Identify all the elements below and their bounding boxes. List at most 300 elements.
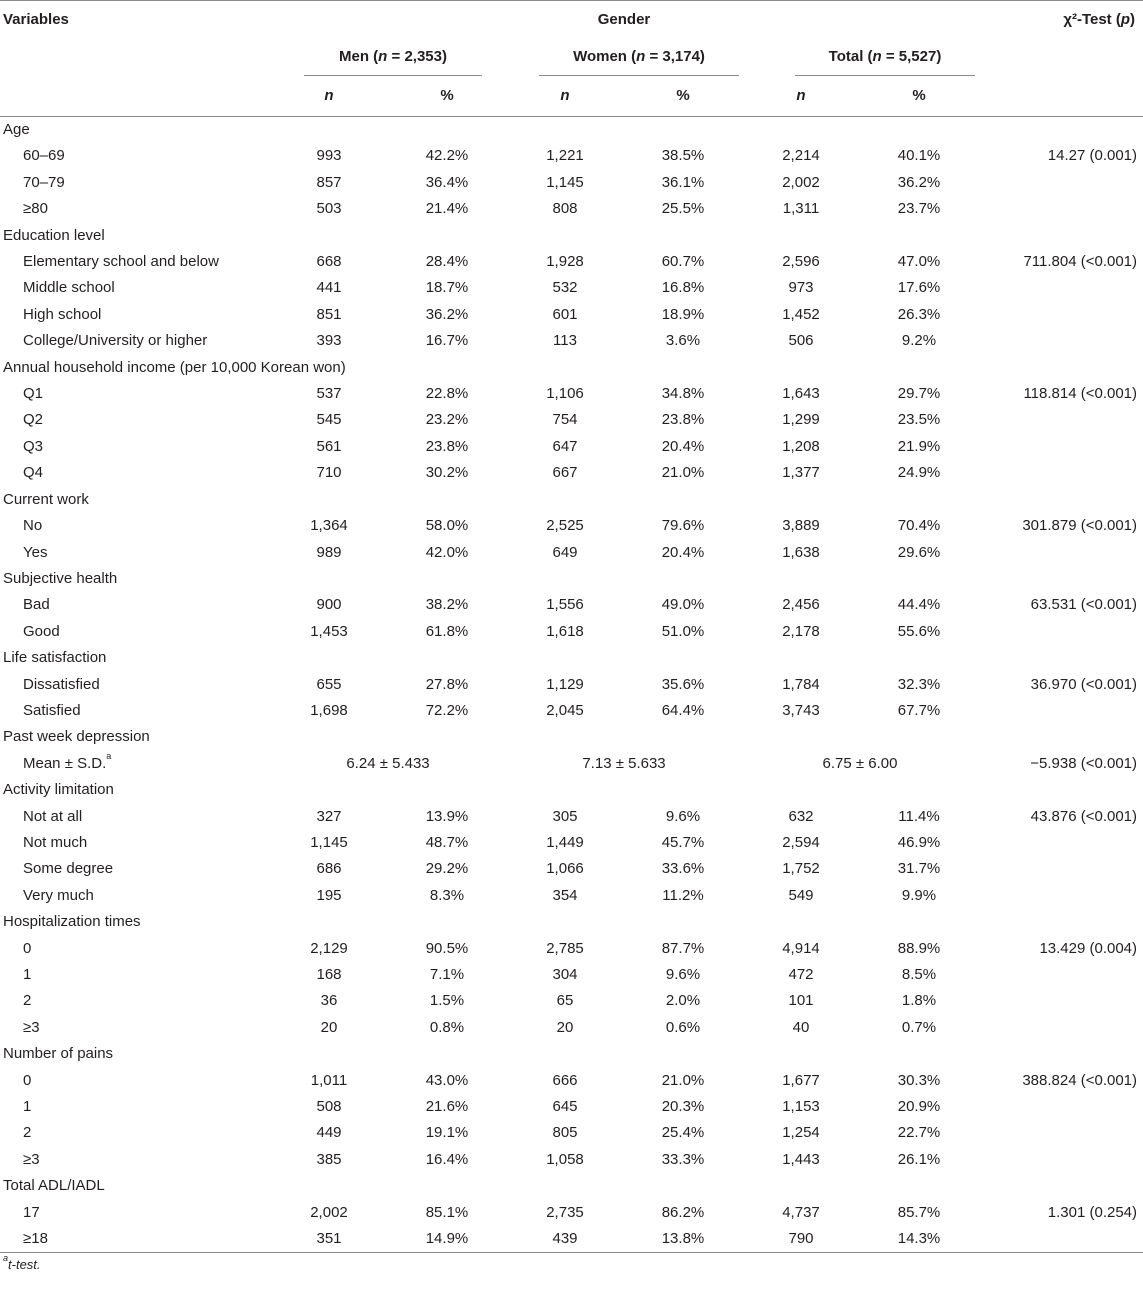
total-pct-cell: 1.8%: [901, 992, 937, 1010]
row-label: Elementary school and below: [23, 253, 219, 271]
p-value-cell: [978, 1120, 1143, 1146]
total-pct-cell: 55.6%: [897, 622, 941, 640]
p-value-cell: [978, 460, 1143, 486]
variable-label: Annual household income (per 10,000 Korean won): [3, 358, 346, 376]
header-row-1: [0, 1, 1143, 40]
variable-label: Current work: [3, 490, 89, 508]
total-pct-cell: 29.7%: [897, 385, 941, 403]
table-row: [0, 143, 1143, 169]
row-label: Q2: [23, 411, 44, 429]
total-n-cell: 1,377: [782, 464, 820, 482]
total-pct-cell: 30.3%: [897, 1071, 941, 1089]
table-row: [0, 328, 1143, 354]
p-value-cell: [978, 1094, 1143, 1120]
total-pct-cell: 46.9%: [897, 833, 941, 851]
p-value-cell: [978, 856, 1143, 882]
men-pct-cell: 58.0%: [425, 517, 469, 535]
total-n-cell: 3,889: [782, 517, 820, 535]
variable-label: Past week depression: [3, 728, 150, 746]
header-row-2: [0, 39, 1143, 76]
variable-group-row: [0, 487, 1143, 513]
men-pct-cell: 28.4%: [425, 253, 469, 271]
women-group-label: Women (n = 3,174): [539, 39, 739, 76]
women-pct-cell: 35.6%: [661, 675, 705, 693]
women-pct-cell: 20.4%: [661, 437, 705, 455]
women-pct-cell: 25.4%: [661, 1124, 705, 1142]
p-value-cell: 14.27 (0.001): [1047, 147, 1138, 165]
mean-sd-cell: 6.24 ± 5.433: [346, 754, 430, 772]
table-row: [0, 698, 1143, 724]
table-row: [0, 804, 1143, 830]
total-pct-cell: 24.9%: [897, 464, 941, 482]
table-row: [0, 988, 1143, 1014]
men-n-cell: 503: [316, 200, 342, 218]
p-value-cell: [978, 883, 1143, 909]
row-label: 60–69: [23, 147, 65, 165]
women-n-cell: 439: [552, 1230, 578, 1248]
women-n-cell: 532: [552, 279, 578, 297]
women-n-cell: 649: [552, 543, 578, 561]
row-label: 2: [23, 992, 32, 1010]
total-pct-cell: 20.9%: [897, 1098, 941, 1116]
total-pct-cell: 47.0%: [897, 253, 941, 271]
p-value-cell: 63.531 (<0.001): [1030, 596, 1138, 614]
women-n-cell: 354: [552, 886, 578, 904]
total-n-cell: 790: [788, 1230, 814, 1248]
women-pct-cell: 21.0%: [661, 464, 705, 482]
men-pct-cell: 22.8%: [425, 385, 469, 403]
men-n-cell: 989: [316, 543, 342, 561]
women-pct-cell: 3.6%: [665, 332, 701, 350]
p-value-cell: [978, 434, 1143, 460]
row-label: Q3: [23, 437, 44, 455]
total-n-cell: 2,594: [782, 833, 820, 851]
men-n-cell: 710: [316, 464, 342, 482]
total-pct-cell: 21.9%: [897, 437, 941, 455]
men-pct-cell: 43.0%: [425, 1071, 469, 1089]
women-n-cell: 1,221: [546, 147, 584, 165]
women-pct-cell: 13.8%: [661, 1230, 705, 1248]
p-value-cell: 301.879 (<0.001): [1022, 517, 1138, 535]
row-label: Some degree: [23, 860, 114, 878]
chi-square-label: χ²-Test (p): [1063, 11, 1136, 28]
men-n-cell: 441: [316, 279, 342, 297]
men-n-cell: 2,002: [310, 1203, 348, 1221]
total-pct-cell: 9.9%: [901, 886, 937, 904]
men-n-cell: 655: [316, 675, 342, 693]
men-n-cell: 351: [316, 1230, 342, 1248]
row-label: 2: [23, 1124, 32, 1142]
women-pct-cell: 79.6%: [661, 517, 705, 535]
men-pct-cell: 48.7%: [425, 833, 469, 851]
p-value-cell: [978, 328, 1143, 354]
men-n-cell: 508: [316, 1098, 342, 1116]
row-label: 0: [23, 939, 32, 957]
total-n-cell: 506: [788, 332, 814, 350]
row-label: 0: [23, 1071, 32, 1089]
women-n-cell: 1,145: [546, 173, 584, 191]
men-n-cell: 1,698: [310, 701, 348, 719]
row-label-text: Mean ± S.D.: [23, 754, 107, 772]
women-pct-cell: 9.6%: [665, 966, 701, 983]
women-pct-cell: 34.8%: [661, 385, 705, 403]
women-pct-cell: 60.7%: [661, 253, 705, 271]
table-row: [0, 170, 1143, 196]
women-n-cell: 1,618: [546, 622, 584, 640]
total-pct-cell: 67.7%: [897, 701, 941, 719]
total-n-cell: 2,596: [782, 253, 820, 271]
row-label: 70–79: [23, 173, 65, 191]
p-value-cell: −5.938 (<0.001): [1030, 754, 1138, 772]
p-value-cell: [978, 830, 1143, 856]
footnote: [0, 1252, 1143, 1277]
variable-group-row: [0, 223, 1143, 249]
men-n-cell: 393: [316, 332, 342, 350]
women-pct-cell: 20.4%: [661, 543, 705, 561]
total-n-cell: 40: [792, 1018, 810, 1036]
total-n-cell: 1,299: [782, 411, 820, 429]
row-label: ≥18: [23, 1230, 48, 1248]
total-n-cell: 632: [788, 807, 814, 825]
men-pct-cell: 7.1%: [429, 966, 465, 983]
women-pct-cell: 11.2%: [662, 886, 704, 904]
variable-label: Number of pains: [3, 1045, 114, 1063]
men-pct-cell: 29.2%: [425, 860, 469, 878]
women-n-cell: 65: [556, 992, 574, 1010]
women-n-cell: 1,928: [546, 253, 584, 271]
p-value-cell: 711.804 (<0.001): [1023, 253, 1138, 271]
table-row: [0, 275, 1143, 301]
men-n-cell: 449: [316, 1124, 342, 1142]
footnote-text: t-test.: [8, 1257, 41, 1273]
variable-label: Activity limitation: [3, 781, 114, 799]
women-n-cell: 667: [552, 464, 578, 482]
women-group-header: [506, 39, 742, 76]
chi-square-header: [978, 1, 1143, 40]
total-pct-cell: 23.5%: [897, 411, 941, 429]
women-n-cell: 1,106: [546, 385, 584, 403]
table-body: [0, 117, 1143, 1253]
total-pct-cell: 9.2%: [901, 332, 937, 350]
women-pct-cell: 9.6%: [665, 807, 701, 825]
total-pct-cell: 14.3%: [897, 1230, 941, 1248]
p-value-cell: [978, 302, 1143, 328]
mean-sd-cell: 7.13 ± 5.633: [582, 754, 666, 772]
men-pct-cell: 27.8%: [425, 675, 469, 693]
total-n-cell: 1,752: [782, 860, 820, 878]
men-pct-cell: 38.2%: [425, 596, 469, 614]
women-n-cell: 601: [552, 305, 578, 323]
women-n-cell: 645: [552, 1098, 578, 1116]
row-label: Not at all: [23, 807, 83, 825]
women-pct-cell: 38.5%: [661, 147, 705, 165]
men-pct-cell: 0.8%: [429, 1018, 465, 1036]
women-n-cell: 805: [552, 1124, 578, 1142]
total-n-cell: 1,452: [782, 305, 820, 323]
men-pct-cell: 72.2%: [425, 701, 469, 719]
total-n-cell: 4,914: [782, 939, 820, 957]
women-pct-cell: 25.5%: [661, 200, 705, 218]
row-label: Middle school: [23, 279, 115, 297]
gender-header: Gender: [597, 11, 651, 28]
men-pct-cell: 8.3%: [429, 886, 465, 904]
women-n-cell: 1,556: [546, 596, 584, 614]
men-pct-cell: 21.4%: [425, 200, 469, 218]
p-value-cell: 36.970 (<0.001): [1030, 675, 1138, 693]
table-row: [0, 302, 1143, 328]
p-value-cell: [978, 170, 1143, 196]
total-n-cell: 2,214: [782, 147, 820, 165]
table-row: [0, 619, 1143, 645]
mean-sd-cell: 6.75 ± 6.00: [822, 754, 898, 772]
women-n-cell: 754: [552, 411, 578, 429]
variable-group-row: [0, 777, 1143, 803]
total-pct-cell: 26.1%: [897, 1150, 941, 1168]
table-row: [0, 962, 1143, 988]
table-row: [0, 434, 1143, 460]
men-n-cell: 1,145: [310, 833, 348, 851]
p-value-cell: [978, 1226, 1143, 1252]
total-pct-cell: 85.7%: [897, 1203, 941, 1221]
men-pct-cell: 19.1%: [425, 1124, 469, 1142]
p-value-cell: 388.824 (<0.001): [1022, 1071, 1138, 1089]
p-value-cell: [978, 540, 1143, 566]
women-pct-cell: 45.7%: [661, 833, 705, 851]
total-pct-cell: 88.9%: [897, 939, 941, 957]
total-n-cell: 1,677: [782, 1071, 820, 1089]
total-pct-cell: 29.6%: [897, 543, 941, 561]
table-row: [0, 249, 1143, 275]
row-label: Not much: [23, 833, 88, 851]
men-pct-cell: 42.2%: [425, 147, 469, 165]
men-n-cell: 168: [316, 966, 342, 983]
men-n-cell: 1,364: [310, 517, 348, 535]
total-n-cell: 2,178: [782, 622, 820, 640]
table-row: [0, 1015, 1143, 1041]
total-n-cell: 549: [788, 886, 814, 904]
table-row: [0, 936, 1143, 962]
total-pct-cell: 0.7%: [901, 1018, 937, 1036]
row-label: ≥3: [23, 1018, 40, 1036]
p-value-cell: 118.814 (<0.001): [1023, 385, 1138, 403]
women-n-cell: 647: [552, 437, 578, 455]
variable-group-row: [0, 1041, 1143, 1067]
men-n-header: n: [324, 87, 334, 104]
variable-group-row: [0, 117, 1143, 144]
table-row: [0, 381, 1143, 407]
women-pct-header: %: [676, 87, 690, 104]
row-label: Bad: [23, 596, 50, 614]
table-row: [0, 1147, 1143, 1173]
men-pct-cell: 21.6%: [425, 1098, 469, 1116]
table-row: [0, 540, 1143, 566]
total-n-cell: 2,456: [782, 596, 820, 614]
women-n-cell: 666: [552, 1071, 578, 1089]
total-pct-header: %: [912, 87, 926, 104]
total-n-cell: 1,643: [782, 385, 820, 403]
variable-label: Education level: [3, 226, 105, 244]
total-pct-cell: 11.4%: [898, 807, 940, 825]
women-n-header: n: [560, 87, 570, 104]
total-n-cell: 1,443: [782, 1150, 820, 1168]
table-row: [0, 1068, 1143, 1094]
table-row: [0, 592, 1143, 618]
men-n-cell: 851: [316, 305, 342, 323]
women-n-cell: 2,045: [546, 701, 584, 719]
row-label: Very much: [23, 886, 94, 904]
variable-label: Total ADL/IADL: [3, 1177, 105, 1195]
total-n-header: n: [796, 87, 806, 104]
men-pct-cell: 90.5%: [425, 939, 469, 957]
total-pct-cell: 36.2%: [897, 173, 941, 191]
men-n-cell: 1,011: [310, 1071, 348, 1089]
variable-group-row: [0, 1173, 1143, 1199]
women-n-cell: 305: [552, 807, 578, 825]
table-row: [0, 751, 1143, 777]
women-n-cell: 2,525: [546, 517, 584, 535]
men-n-cell: 2,129: [310, 939, 348, 957]
total-pct-cell: 8.5%: [901, 966, 937, 983]
row-label: Yes: [23, 543, 48, 561]
table-row: [0, 1094, 1143, 1120]
women-n-cell: 1,058: [546, 1150, 584, 1168]
table-row: [0, 513, 1143, 539]
table-header: [0, 1, 1143, 117]
men-pct-cell: 16.4%: [425, 1150, 469, 1168]
women-n-cell: 1,066: [546, 860, 584, 878]
p-value-cell: 13.429 (0.004): [1039, 939, 1138, 957]
total-group-header: [742, 39, 978, 76]
row-label: College/University or higher: [23, 332, 208, 350]
total-n-cell: 973: [788, 279, 814, 297]
p-value-cell: [978, 196, 1143, 222]
men-pct-cell: 14.9%: [425, 1230, 469, 1248]
variable-label: Life satisfaction: [3, 649, 107, 667]
row-label: 1: [23, 1098, 32, 1116]
men-n-cell: 537: [316, 385, 342, 403]
p-value-cell: [978, 407, 1143, 433]
table-row: [0, 196, 1143, 222]
women-pct-cell: 0.6%: [665, 1018, 701, 1036]
women-pct-cell: 2.0%: [665, 992, 701, 1010]
p-value-cell: [978, 275, 1143, 301]
women-n-cell: 2,735: [546, 1203, 584, 1221]
men-n-cell: 857: [316, 173, 342, 191]
variable-group-row: [0, 355, 1143, 381]
women-pct-cell: 87.7%: [661, 939, 705, 957]
women-pct-cell: 86.2%: [661, 1203, 705, 1221]
table-row: [0, 460, 1143, 486]
table-row: [0, 1226, 1143, 1252]
women-n-cell: 304: [552, 966, 578, 983]
men-n-cell: 900: [316, 596, 342, 614]
men-n-cell: 36: [320, 992, 338, 1010]
women-pct-cell: 16.8%: [661, 279, 705, 297]
women-pct-cell: 20.3%: [661, 1098, 705, 1116]
women-n-cell: 1,449: [546, 833, 584, 851]
total-pct-cell: 22.7%: [897, 1124, 941, 1142]
total-n-cell: 1,254: [782, 1124, 820, 1142]
men-pct-cell: 30.2%: [425, 464, 469, 482]
women-n-cell: 113: [553, 332, 577, 350]
men-n-cell: 561: [316, 437, 342, 455]
men-pct-cell: 61.8%: [425, 622, 469, 640]
total-pct-cell: 40.1%: [897, 147, 941, 165]
women-pct-cell: 33.3%: [661, 1150, 705, 1168]
total-n-cell: 472: [788, 966, 814, 983]
p-value-cell: [978, 1147, 1143, 1173]
variable-label: Hospitalization times: [3, 913, 141, 931]
men-pct-cell: 1.5%: [429, 992, 465, 1010]
table-row: [0, 1120, 1143, 1146]
men-n-cell: 327: [316, 807, 342, 825]
total-n-cell: 1,311: [782, 200, 820, 218]
men-pct-cell: 36.2%: [425, 305, 469, 323]
women-pct-cell: 33.6%: [661, 860, 705, 878]
total-group-label: Total (n = 5,527): [795, 39, 975, 76]
men-pct-cell: 23.2%: [425, 411, 469, 429]
men-n-cell: 385: [316, 1150, 342, 1168]
header-row-3: [0, 76, 1143, 117]
women-pct-cell: 36.1%: [661, 173, 705, 191]
men-pct-cell: 85.1%: [425, 1203, 469, 1221]
total-n-cell: 1,208: [782, 437, 820, 455]
table-row: [0, 883, 1143, 909]
row-label: Satisfied: [23, 701, 81, 719]
variable-label: Age: [3, 121, 30, 138]
p-value-cell: 1.301 (0.254): [1047, 1203, 1138, 1221]
men-n-cell: 1,453: [310, 622, 348, 640]
row-label: High school: [23, 305, 102, 323]
row-label: 17: [23, 1203, 40, 1221]
superscript-marker: a: [106, 750, 112, 761]
row-label: Dissatisfied: [23, 675, 100, 693]
total-n-cell: 2,002: [782, 173, 820, 191]
p-value-cell: [978, 962, 1143, 988]
table-row: [0, 672, 1143, 698]
women-n-cell: 2,785: [546, 939, 584, 957]
p-value-cell: [978, 698, 1143, 724]
row-label: ≥80: [23, 200, 48, 218]
women-pct-cell: 51.0%: [661, 622, 705, 640]
men-group-label: Men (n = 2,353): [304, 39, 482, 76]
row-label: No: [23, 517, 43, 535]
men-n-cell: 545: [316, 411, 342, 429]
men-pct-cell: 18.7%: [425, 279, 469, 297]
footnote-marker: a: [3, 1253, 9, 1264]
women-pct-cell: 49.0%: [661, 596, 705, 614]
variable-group-row: [0, 724, 1143, 750]
men-n-cell: 20: [320, 1018, 338, 1036]
total-pct-cell: 44.4%: [897, 596, 941, 614]
row-label: [0, 751, 270, 777]
p-value-cell: [978, 988, 1143, 1014]
men-pct-cell: 23.8%: [425, 437, 469, 455]
variable-group-row: [0, 909, 1143, 935]
total-n-cell: 1,153: [782, 1098, 820, 1116]
women-pct-cell: 23.8%: [661, 411, 705, 429]
women-pct-cell: 21.0%: [661, 1071, 705, 1089]
men-n-cell: 686: [316, 860, 342, 878]
men-group-header: [270, 39, 506, 76]
table-row: [0, 856, 1143, 882]
table-row: [0, 1200, 1143, 1226]
men-pct-cell: 42.0%: [425, 543, 469, 561]
total-n-cell: 1,784: [782, 675, 820, 693]
total-pct-cell: 17.6%: [897, 279, 941, 297]
men-n-cell: 668: [316, 253, 342, 271]
p-value-cell: [978, 619, 1143, 645]
